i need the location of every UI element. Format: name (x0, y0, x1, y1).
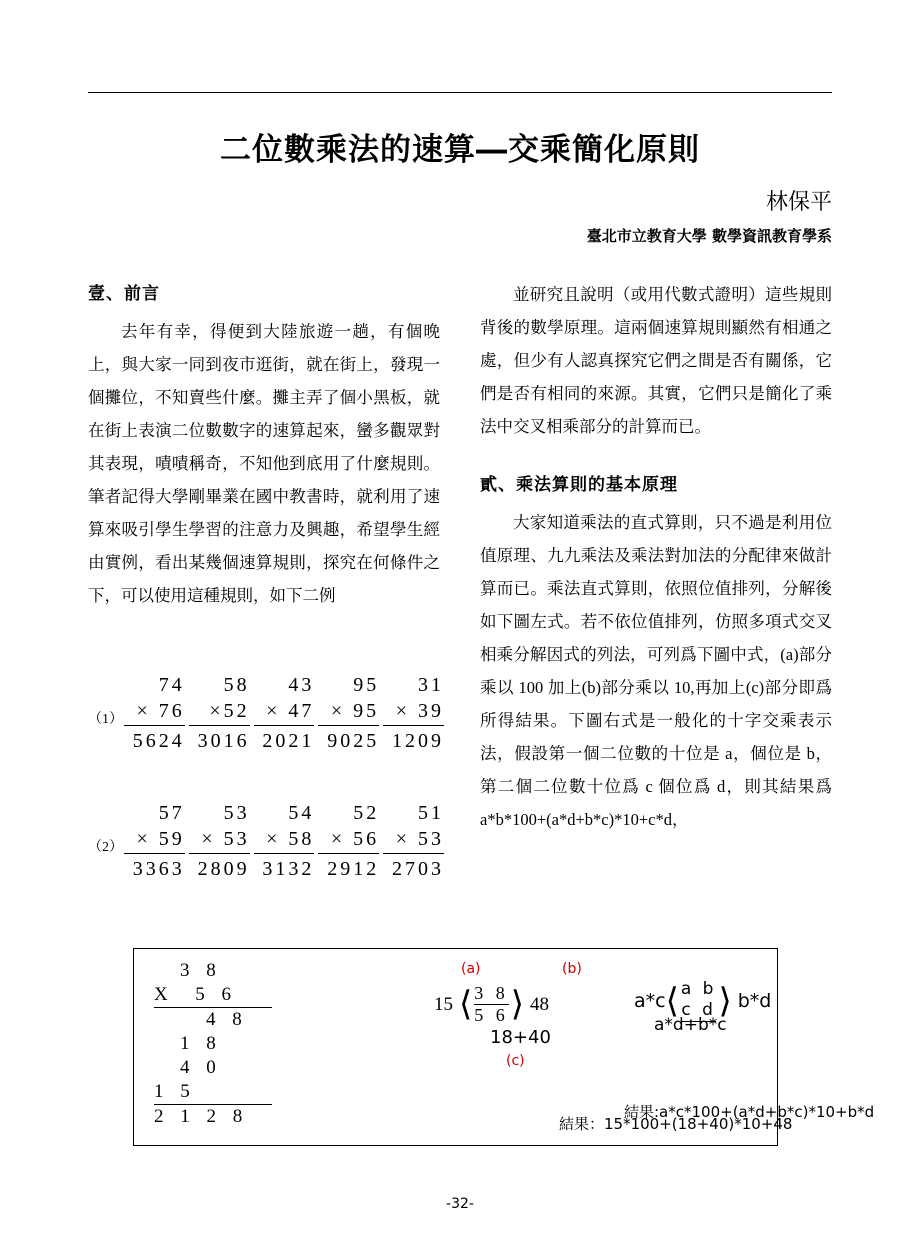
example-2-column (318, 800, 383, 882)
multiplicand: 31 (417, 674, 444, 696)
product: 1209 (391, 730, 444, 752)
angle-bracket-left-icon: ⟨ (459, 985, 473, 1023)
multiplicand: 57 (158, 802, 185, 824)
multiplicand: 43 (288, 674, 315, 696)
multiplicand: 74 (158, 674, 185, 696)
example-2-column (124, 800, 189, 882)
multiplicand: 95 (353, 674, 380, 696)
vm-row-6: 1 5 (154, 1080, 272, 1105)
product: 2703 (391, 858, 444, 880)
alg-left-expr: a*c (634, 989, 666, 1012)
vm-row-5: 4 0 (180, 1057, 222, 1078)
multiplier: × 39 (383, 698, 444, 726)
cross-pair (472, 983, 511, 1026)
section-1-paragraph: 去年有幸，得便到大陸旅遊一趟，有個晚上，與大家一同到夜市逛街，就在街上，發現一個攤位，不知賣些什麼。攤主弄了個小黑板，就在街上表演二位數數字的速算起來，蠻多觀眾對其表現，嘖嘖稱奇，不知他到底用了什麼規則。筆者記得大學剛畢業在國中教書時，就利用了速算來吸引學生學習的注意力及興趣，希望學生經由實例，看出某幾個速算規則，探究在何條件之下，可以使用這種規則，如下二例 (88, 322, 440, 605)
page-number: -32- (446, 1196, 474, 1212)
product: 3016 (197, 730, 250, 752)
multiplier: × 58 (254, 826, 315, 854)
product: 3132 (262, 858, 315, 880)
alg-pair-bottom: c d (681, 1000, 716, 1020)
angle-bracket-right-icon: ⟩ (510, 985, 525, 1023)
multiplier: × 59 (124, 826, 185, 854)
vm-row-1: 3 8 (180, 960, 222, 981)
product: 5624 (132, 730, 185, 752)
cross-right-number: 48 (530, 993, 550, 1015)
column-spacer (480, 443, 832, 469)
cross-middle-sum: 18+40 (490, 1027, 551, 1048)
author-name: 林保平 (765, 190, 832, 215)
example-1-column (189, 672, 254, 754)
product: 2912 (327, 858, 380, 880)
section-2-paragraph: 大家知道乘法的直式算則，只不過是利用位值原理、九九乘法及乘法對加法的分配律來做計算而已。乘法直式算則，依照位值排列，分解後如下圖左式。若不依位值排列，仿照多項式交叉相乘分解因式的列法，可列爲下圖中式，(a)部分乘以 100 加上(b)部分乘以 10,再加上(c)部分即爲所得結果。下圖右式是一般化的十字交乘表示法，假設第一個二位數的十位是 a，個位是 b，第二個二位數十位爲 c 個位爲 d，則其結果爲 a*b*100+(a*d+b*c)*10+c*d， (480, 513, 832, 829)
example-2-column (189, 800, 254, 882)
multiplicand: 54 (288, 802, 315, 824)
example-1-label: （1） (88, 712, 123, 727)
product: 9025 (327, 730, 380, 752)
alg-pair-top: a b (680, 979, 717, 999)
label-c: (c) (506, 1053, 525, 1069)
alg-right-expr: b*d (737, 989, 772, 1012)
middle-result-text: 結果：15*100+(18+40)*10+48 (559, 1115, 793, 1133)
section-heading-2: 貳、乘法算則的基本原理 (480, 475, 678, 495)
multiplier: ×52 (189, 698, 250, 726)
multiplier: × 47 (254, 698, 315, 726)
angle-bracket-right-icon: ⟩ (718, 980, 732, 1021)
multiplicand: 51 (417, 802, 444, 824)
vm-row-4: 1 8 (180, 1033, 222, 1054)
multiplier: × 56 (318, 826, 379, 854)
author-affiliation: 臺北市立教育大學 數學資訊教育學系 (586, 227, 832, 245)
example-1-column (318, 672, 383, 754)
multiplicand: 53 (223, 802, 250, 824)
product: 2021 (262, 730, 315, 752)
vm-row-2: X 5 6 (154, 983, 272, 1008)
multiplier: × 76 (124, 698, 185, 726)
figure-box (133, 948, 875, 1146)
example-2-column (254, 800, 319, 882)
example-1-column (254, 672, 319, 754)
label-b: (b) (562, 961, 582, 977)
example-2-grid (124, 800, 448, 882)
cross-pair-top: 3 8 (474, 983, 509, 1003)
product: 3363 (132, 858, 185, 880)
section-heading-1: 壹、前言 (88, 284, 160, 304)
example-1-column (124, 672, 189, 754)
vm-row-3: 4 8 (206, 1009, 248, 1030)
product: 2809 (197, 858, 250, 880)
example-1-column (383, 672, 448, 754)
multiplier: × 53 (189, 826, 250, 854)
label-a: (a) (461, 961, 481, 977)
right-column (480, 278, 832, 836)
header-divider (88, 92, 832, 93)
alg-middle-sum: a*d+b*c (654, 1015, 727, 1035)
example-1-grid (124, 672, 448, 754)
multiplicand: 52 (353, 802, 380, 824)
cross-left-number: 15 (434, 993, 453, 1015)
cross-expression (434, 983, 549, 1026)
right-paragraph-1: 並研究且說明（或用代數式證明）這些規則背後的數學原理。這兩個速算規則顯然有相通之處，但少有人認真探究它們之間是否有關係，它們是否有相同的來源。其實，它們只是簡化了乘法中交叉相乘部分的計算而已。 (480, 285, 832, 436)
example-2-label: （2） (88, 840, 123, 855)
left-column (88, 278, 440, 612)
vm-row-7: 2 1 2 8 (154, 1106, 249, 1127)
page-title: 二位數乘法的速算―交乘簡化原則 (220, 132, 700, 168)
multiplier: × 95 (318, 698, 379, 726)
cross-pair-bottom: 5 6 (474, 1005, 509, 1025)
multiplier: × 53 (383, 826, 444, 854)
vertical-multiplication (154, 959, 272, 1129)
angle-bracket-left-icon: ⟨ (665, 980, 679, 1021)
multiplicand: 58 (223, 674, 250, 696)
example-2-column (383, 800, 448, 882)
general-result-text: 結果:a*c*100+(a*d+b*c)*10+b*d (624, 1103, 875, 1121)
